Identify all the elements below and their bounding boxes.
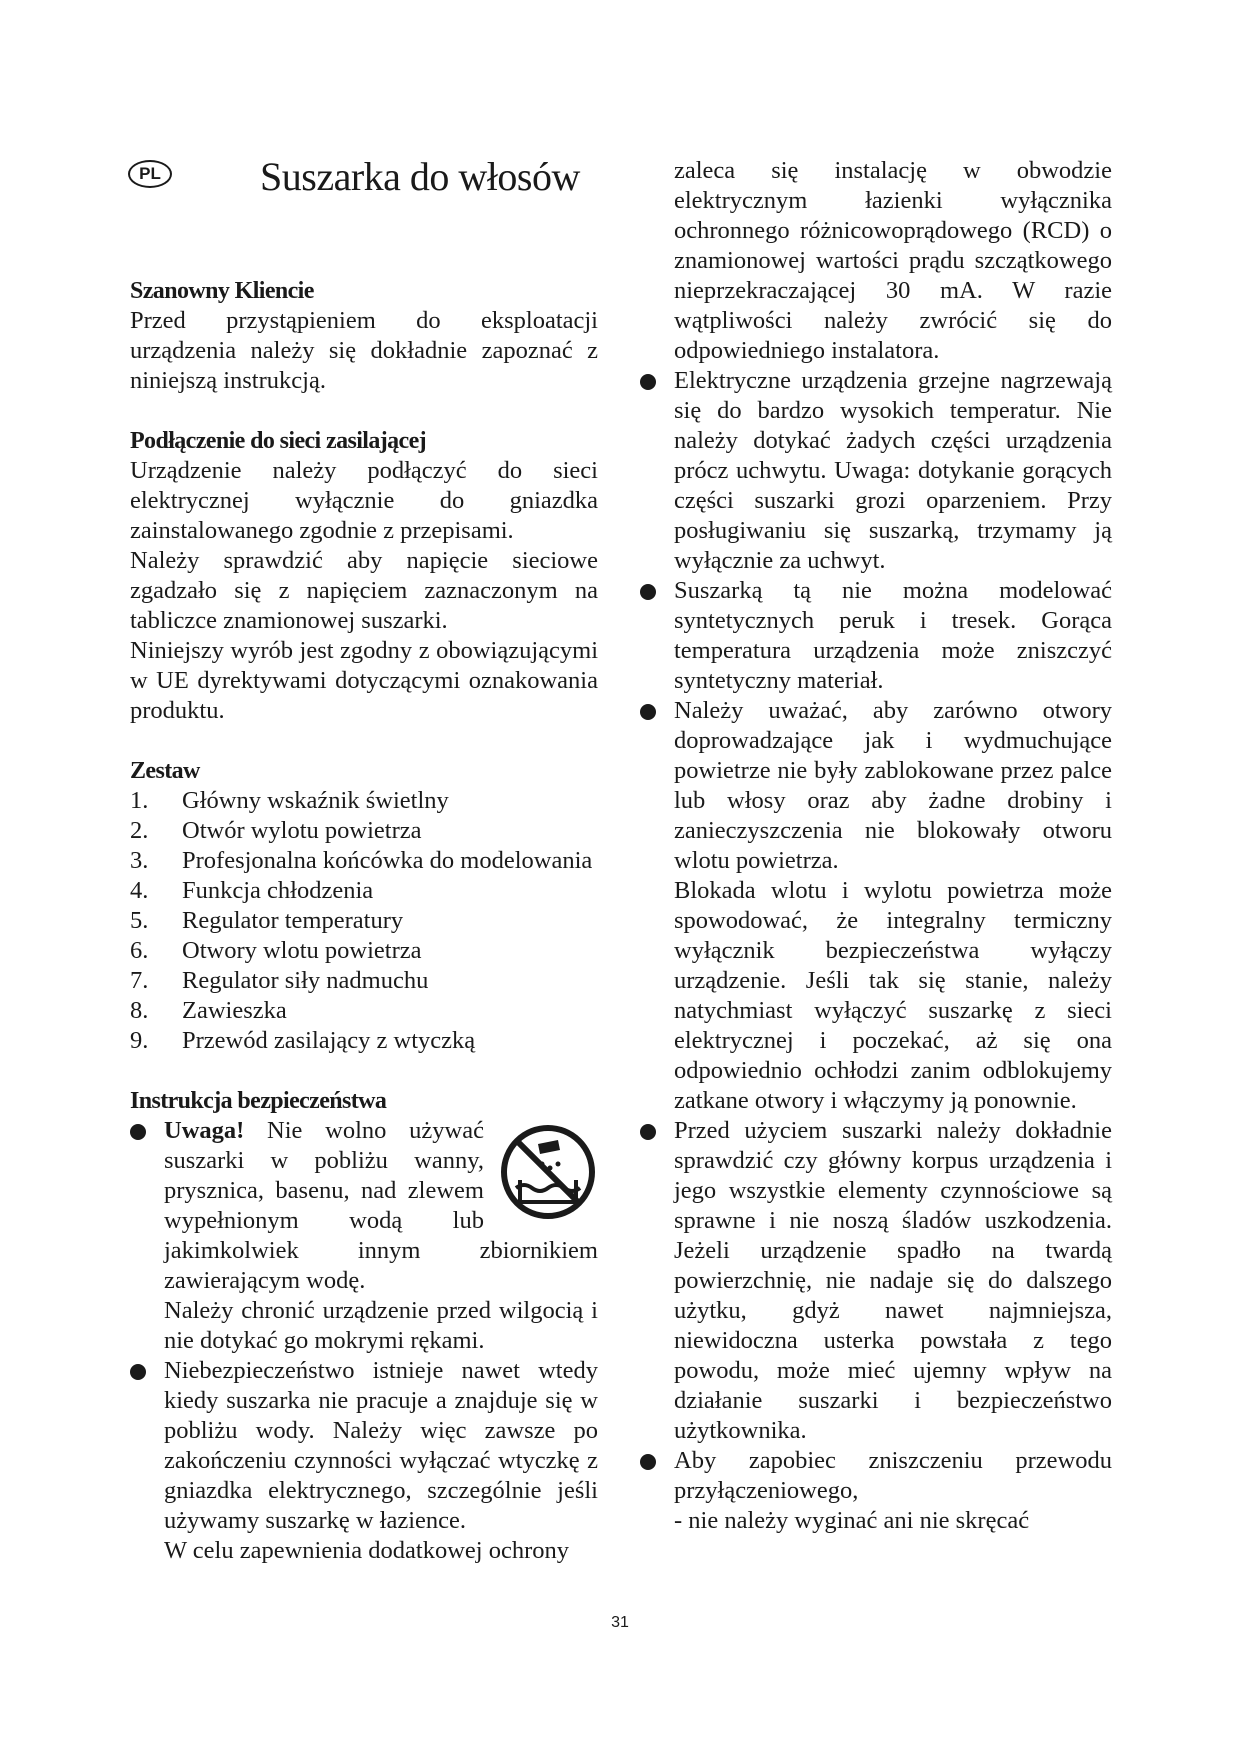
bullet-icon (130, 1124, 146, 1140)
language-badge: PL (128, 160, 172, 188)
connection-paragraph-2: Należy sprawdzić aby napięcie sieciowe zgadzało się z napięciem zaznaczonym na tabliczce znamionowej suszarki. (130, 547, 598, 634)
connection-paragraph-1: Urządzenie należy podłączyć do sieci elektrycznej wyłącznie do gniazdka zainstalowanego zgodnie z przepisami. (130, 457, 598, 544)
bullet-icon (640, 704, 656, 720)
list-item: 8. Zawieszka (130, 997, 287, 1024)
warning-label: Uwaga! (164, 1117, 245, 1144)
list-item: Suszarką tą nie można modelować syntetycznych peruk i tresek. Gorąca temperatura urządzenia może zniszczyć syntetyczny materiał. (640, 576, 1112, 696)
list-item: Przed użyciem suszarki należy dokładnie sprawdzić czy główny korpus urządzenia i jego wszystkie elementy czynnościowe są sprawne i nie noszą śladów uszkodzenia. Jeżeli urządzenie spadło na twardą powierzchnię, nie nadaje się do dalszego użytku, gdyż nawet najmniejsza, niewidoczna usterka powstała z tego powodu, może mieć ujemny wpływ na działanie suszarki i bezpieczeństwo użytkownika. (640, 1116, 1112, 1446)
list-item: 9. Przewód zasilający z wtyczką (130, 1027, 476, 1054)
bullet-icon (640, 584, 656, 600)
bullet-icon (640, 1124, 656, 1140)
no-water-shower-icon (498, 1122, 598, 1222)
list-item: 4. Funkcja chłodzenia (130, 877, 374, 904)
set-list (130, 786, 598, 1056)
safety-list (130, 1116, 598, 1566)
page-title: Suszarka do włosów (260, 154, 580, 199)
list-item: Należy uważać, aby zarówno otwory doprowadzające jak i wydmuchujące powietrze nie były zablokowane przez palce lub włosy oraz aby żadne drobiny i zanieczyszczenia nie blokowały otworu wlotu powietrza. Blokada wlotu i wylotu powietrza może spowodować, że integralny termiczny wyłącznik bezpieczeństwa wyłączy urządzenie. Jeśli tak się stanie, należy natychmiast wyłączyć suszarkę z sieci elektrycznej i poczekać, aż się ona odpowiednio ochłodzi zanim odblokujemy zatkane otwory i włączymy ją ponownie. (640, 696, 1112, 1116)
list-item: 2. Otwór wylotu powietrza (130, 817, 422, 844)
safety-extra-1: Należy chronić urządzenie przed wilgocią i nie dotykać go mokrymi rękami. (164, 1297, 598, 1354)
list-item: 1. Główny wskaźnik świetlny (130, 787, 449, 814)
list-item: 6. Otwory wlotu powietrza (130, 937, 422, 964)
bullet-icon (640, 374, 656, 390)
safety-extra-2: W celu zapewnienia dodatkowej ochrony (164, 1537, 570, 1564)
bullet-icon (130, 1364, 146, 1380)
list-item: 5. Regulator temperatury (130, 907, 404, 934)
page-number: 31 (611, 1614, 629, 1631)
safety-heading: Instrukcja bezpieczeństwa (130, 1088, 387, 1114)
connection-paragraph-3: Niniejszy wyrób jest zgodny z obowiązującymi w UE dyrektywami dotyczącymi oznakowania produktu. (130, 637, 598, 724)
connection-heading: Podłączenie do sieci zasilającej (130, 428, 427, 454)
safety-list-continued (640, 366, 1112, 1536)
bullet-icon (640, 1454, 656, 1470)
set-heading: Zestaw (130, 758, 200, 784)
list-item: 3. Profesjonalna końcówka do modelowania (130, 847, 593, 874)
right-column (640, 156, 1112, 1536)
list-item: Uwaga! Nie wolno używać suszarki w pobliżu wanny, prysznica, basenu, nad zlewem wypełnionym wodą lub jakimkolwiek innym zbiornikiem zawierającym wodę. Należy chronić urządzenie przed wilgocią i nie dotykać go mokrymi rękami. (130, 1116, 598, 1356)
bullet-extra: - nie należy wyginać ani nie skręcać (674, 1507, 1030, 1534)
list-item: Niebezpieczeństwo istnieje nawet wtedy kiedy suszarka nie pracuje a znajduje się w pobliżu wody. Należy więc zawsze po zakończeniu czynności wyłączać wtyczkę z gniazdka elektrycznego, szczególnie jeśli używamy suszarkę w łazience. W celu zapewnienia dodatkowej ochrony (130, 1356, 598, 1566)
list-item: Aby zapobiec zniszczeniu przewodu przyłączeniowego, - nie należy wyginać ani nie skręcać (640, 1446, 1112, 1536)
bullet-extra: Blokada wlotu i wylotu powietrza może spowodować, że integralny termiczny wyłącznik bezpieczeństwa wyłączy urządzenie. Jeśli tak się stanie, należy natychmiast wyłączyć suszarkę z sieci elektrycznej i poczekać, aż się ona odpowiednio ochłodzi zanim odblokujemy zatkane otwory i włączymy ją ponownie. (674, 877, 1112, 1114)
intro-text: Przed przystąpieniem do eksploatacji urządzenia należy się dokładnie zapoznać z niniejszą instrukcją. (130, 307, 598, 394)
intro-heading: Szanowny Kliencie (130, 278, 314, 304)
list-item: Elektryczne urządzenia grzejne nagrzewają się do bardzo wysokich temperatur. Nie należy dotykać żadych części urządzenia prócz uchwytu. Uwaga: dotykanie gorących części suszarki grozi oparzeniem. Przy posługiwaniu się suszarką, trzymamy ją wyłącznie za uchwyt. (640, 366, 1112, 576)
continued-text: zaleca się instalację w obwodzie elektrycznym łazienki wyłącznika ochronnego różnicowoprądowego (RCD) o znamionowej wartości prądu szczątkowego nieprzekraczającej 30 mA. W razie wątpliwości należy zwrócić się do odpowiedniego instalatora. (674, 157, 1112, 364)
left-column (130, 276, 598, 1566)
list-item: 7. Regulator siły nadmuchu (130, 967, 429, 994)
